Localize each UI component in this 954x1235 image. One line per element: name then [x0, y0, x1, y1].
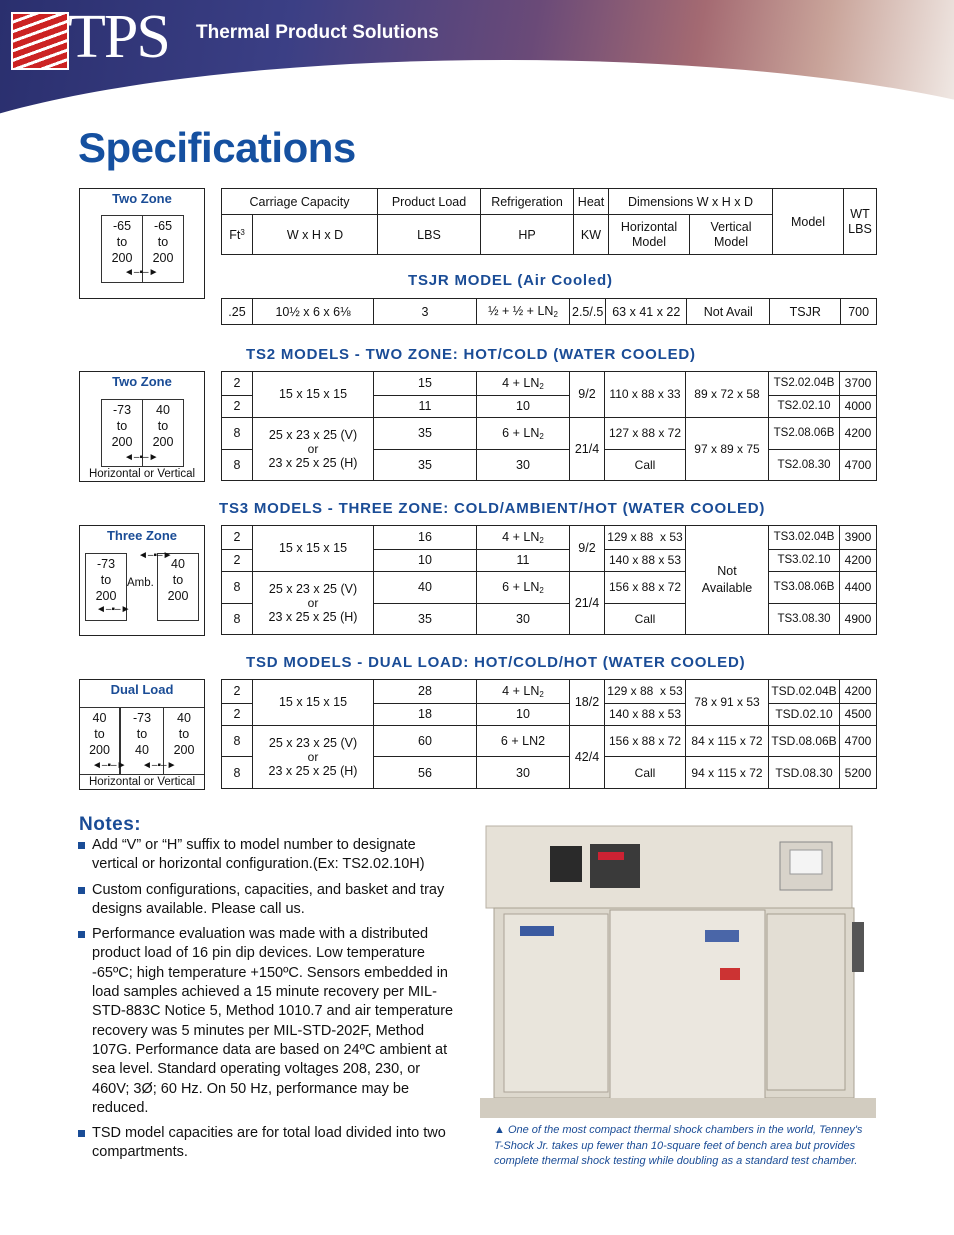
table-cell: 89 x 72 x 58: [686, 372, 769, 418]
table-cell: 8: [222, 450, 253, 481]
zone-cell: -73 to 200: [101, 399, 143, 467]
table-cell: 4200: [840, 680, 877, 704]
ts3-table: [221, 525, 877, 635]
table-cell: TSJR: [770, 299, 841, 325]
ts2-table: [221, 371, 877, 481]
table-cell: 4500: [840, 703, 877, 725]
col-kw: KW: [574, 215, 609, 255]
table-cell: 15 x 15 x 15: [253, 372, 374, 418]
table-cell: 35: [374, 604, 477, 635]
table-cell: 2: [222, 703, 253, 725]
table-cell: 11: [374, 395, 477, 417]
table-cell: 30: [477, 757, 570, 789]
table-cell: TSD.08.06B: [769, 725, 840, 757]
section-ts3: TS3 MODELS - THREE ZONE: COLD/AMBIENT/HOT (WATER COOLED): [219, 500, 766, 517]
table-cell: 8: [222, 757, 253, 789]
zone-cell: 40 to 200: [157, 553, 199, 621]
zone-cell: -73 to 200: [85, 553, 127, 621]
table-cell: 3: [374, 299, 477, 325]
table-cell: Call: [605, 450, 686, 481]
spec-header-table: [221, 188, 877, 255]
zone-cell: -65 to 200: [142, 215, 184, 283]
table-cell: TS3.02.04B: [769, 526, 840, 550]
tsd-table: [221, 679, 877, 789]
table-cell: 2: [222, 395, 253, 417]
table-cell: 10: [374, 549, 477, 571]
section-tsjr: TSJR MODEL (Air Cooled): [408, 272, 613, 289]
table-cell: 3700: [840, 372, 877, 396]
col-product: Product Load: [378, 189, 481, 215]
table-cell: 700: [841, 299, 877, 325]
table-cell: Call: [605, 757, 686, 789]
table-cell: 4400: [840, 571, 877, 604]
zone-cell: 40 to 200: [142, 399, 184, 467]
table-cell: Not Avail: [687, 299, 770, 325]
flag-logo-icon: [11, 12, 69, 70]
table-cell: 25 x 23 x 25 (V) or 23 x 25 x 25 (H): [253, 417, 374, 480]
table-cell: 140 x 88 x 53: [605, 549, 686, 571]
table-cell: 97 x 89 x 75: [686, 417, 769, 480]
col-hp: HP: [481, 215, 574, 255]
table-cell: TS2.02.10: [769, 395, 840, 417]
table-cell: 2.5/.5: [570, 299, 606, 325]
table-cell: 18: [374, 703, 477, 725]
table-cell: 30: [477, 604, 570, 635]
table-cell: TSD.02.04B: [769, 680, 840, 704]
photo-caption: ▲ One of the most compact thermal shock chambers in the world, Tenney's T-Shock Jr. takes up fewer than 10-square feet of bench area but provides complete thermal shock testing while doubling as a standard test chamber.: [494, 1124, 863, 1167]
col-dims: Dimensions W x H x D: [609, 189, 773, 215]
table-cell: 4200: [840, 549, 877, 571]
zone-diagram-tsd: [79, 679, 205, 790]
table-cell: Not Available: [686, 526, 769, 635]
section-ts2: TS2 MODELS - TWO ZONE: HOT/COLD (WATER COOLED): [246, 346, 696, 363]
table-cell: TS3.02.10: [769, 549, 840, 571]
tsjr-table: [221, 298, 877, 325]
zone-caption: Horizontal or Vertical: [88, 776, 196, 788]
table-cell: 42/4: [570, 725, 605, 788]
table-cell: 127 x 88 x 72: [605, 417, 686, 450]
col-carriage: Carriage Capacity: [222, 189, 378, 215]
logo-text: TPS: [68, 3, 169, 71]
table-cell: 11: [477, 549, 570, 571]
table-cell: 140 x 88 x 53: [605, 703, 686, 725]
zone-title: Two Zone: [112, 191, 172, 206]
table-cell: TS3.08.30: [769, 604, 840, 635]
table-cell: TSD.08.30: [769, 757, 840, 789]
table-cell: 156 x 88 x 72: [605, 571, 686, 604]
table-cell: 78 x 91 x 53: [686, 680, 769, 726]
list-item: Custom configurations, capacities, and basket and tray designs available. Please call us.: [78, 881, 458, 920]
table-cell: 8: [222, 604, 253, 635]
list-item: Performance evaluation was made with a distributed product load of 16 pin dip devices. Low temperature -65ºC; high temperature +150ºC. Sensors embedded in load samples achieved a 15 minute recovery per MIL-STD-883C Notice 5, Method 1010.7 and air temperature recovery was 5 minutes per MIL-STD-202F, Method 107G. Performance data are based on 24ºC ambient at sea level. Standard operating voltages 208, 230, or 460V; 3Ø; 60 Hz. On 50 Hz, performance may be reduced.: [78, 925, 458, 1118]
table-cell: 8: [222, 417, 253, 450]
zone-title: Dual Load: [110, 682, 174, 697]
table-cell: 4200: [840, 417, 877, 450]
arrow-icon: ◄–▪–►: [124, 452, 159, 463]
table-cell: 60: [374, 725, 477, 757]
zone-cell: -73 to 40: [120, 707, 164, 775]
table-cell: 84 x 115 x 72: [686, 725, 769, 757]
table-cell: 10: [477, 395, 570, 417]
table-cell: 25 x 23 x 25 (V) or 23 x 25 x 25 (H): [253, 571, 374, 634]
table-cell: 25 x 23 x 25 (V) or 23 x 25 x 25 (H): [253, 725, 374, 788]
table-cell: 4000: [840, 395, 877, 417]
arrow-icon: ◄–▪–►: [138, 550, 173, 561]
table-cell: 110 x 88 x 33: [605, 372, 686, 418]
zone-diagram-top: [79, 188, 205, 299]
zone-cell: 40 to 200: [80, 707, 120, 775]
table-cell: 35: [374, 450, 477, 481]
table-cell: 8: [222, 571, 253, 604]
col-model: Model: [773, 189, 844, 255]
table-cell: $4 + LN_2$: [477, 680, 570, 704]
ambient-label: Amb.: [127, 577, 154, 589]
table-cell: 9/2: [570, 526, 605, 572]
table-cell: 56: [374, 757, 477, 789]
table-cell: 2: [222, 526, 253, 550]
table-cell: 15 x 15 x 15: [253, 526, 374, 572]
col-wt: WT LBS: [844, 189, 877, 255]
table-cell: TS2.02.04B: [769, 372, 840, 396]
notes-heading: Notes:: [79, 814, 142, 835]
table-cell: 2: [222, 680, 253, 704]
zone-diagram-ts2: [79, 371, 205, 482]
col-ft: Ft$^3$: [222, 215, 253, 255]
product-photo: [480, 822, 876, 1118]
table-cell: 15: [374, 372, 477, 396]
logo-subtitle: Thermal Product Solutions: [196, 22, 439, 43]
table-cell: 4700: [840, 450, 877, 481]
table-cell: 4700: [840, 725, 877, 757]
table-cell: 129 x 88 x 53: [605, 680, 686, 704]
table-cell: 21/4: [570, 571, 605, 634]
table-cell: 129 x 88 x 53: [605, 526, 686, 550]
table-cell: 2: [222, 372, 253, 396]
zone-cell: 40 to 200: [163, 707, 204, 775]
table-cell: $4 + LN_2$: [477, 526, 570, 550]
table-cell: $6 + LN_2$: [477, 571, 570, 604]
list-item: Add “V” or “H” suffix to model number to designate vertical or horizontal configuration.(Ex: TS2.02.10H): [78, 836, 458, 875]
col-whd: W x H x D: [253, 215, 378, 255]
table-cell: 63 x 41 x 22: [606, 299, 687, 325]
table-cell: 35: [374, 417, 477, 450]
table-cell: $6 + LN_2$: [477, 417, 570, 450]
table-cell: 18/2: [570, 680, 605, 726]
table-cell: 9/2: [570, 372, 605, 418]
table-cell: 2: [222, 549, 253, 571]
table-cell: 94 x 115 x 72: [686, 757, 769, 789]
table-cell: 156 x 88 x 72: [605, 725, 686, 757]
zone-diagram-ts3: [79, 525, 205, 636]
table-cell: 15 x 15 x 15: [253, 680, 374, 726]
table-cell: 10½ x 6 x 6⅛: [253, 299, 374, 325]
table-cell: 10: [477, 703, 570, 725]
table-cell: TS3.08.06B: [769, 571, 840, 604]
table-cell: TS2.08.30: [769, 450, 840, 481]
col-lbs: LBS: [378, 215, 481, 255]
notes-list: [78, 836, 458, 1169]
arrow-icon: ◄–▪–►: [92, 760, 127, 771]
table-cell: 40: [374, 571, 477, 604]
table-cell: ½ + ½ + $LN_2$: [477, 299, 570, 325]
table-cell: 6 + LN2: [477, 725, 570, 757]
arrow-icon: ◄–▪–►: [124, 267, 159, 278]
table-cell: 4900: [840, 604, 877, 635]
table-cell: 5200: [840, 757, 877, 789]
section-tsd: TSD MODELS - DUAL LOAD: HOT/COLD/HOT (WATER COOLED): [246, 654, 746, 671]
table-cell: 30: [477, 450, 570, 481]
table-cell: 8: [222, 725, 253, 757]
zone-cell: -65 to 200: [101, 215, 143, 283]
table-cell: TSD.02.10: [769, 703, 840, 725]
table-cell: $4 + LN_2$: [477, 372, 570, 396]
col-horiz: Horizontal Model: [609, 215, 690, 255]
table-cell: 21/4: [570, 417, 605, 480]
arrow-icon: ◄–▪–►: [96, 604, 131, 615]
col-refrig: Refrigeration: [481, 189, 574, 215]
table-cell: 28: [374, 680, 477, 704]
zone-title: Two Zone: [112, 374, 172, 389]
page-title: Specifications: [78, 124, 356, 171]
table-cell: .25: [222, 299, 253, 325]
table-cell: 3900: [840, 526, 877, 550]
col-vert: Vertical Model: [690, 215, 773, 255]
table-cell: 16: [374, 526, 477, 550]
list-item: TSD model capacities are for total load divided into two compartments.: [78, 1124, 458, 1163]
zone-title: Three Zone: [106, 528, 178, 543]
zone-caption: Horizontal or Vertical: [88, 468, 196, 480]
arrow-icon: ◄–▪–►: [142, 760, 177, 771]
table-cell: Call: [605, 604, 686, 635]
col-heat: Heat: [574, 189, 609, 215]
table-cell: TS2.08.06B: [769, 417, 840, 450]
